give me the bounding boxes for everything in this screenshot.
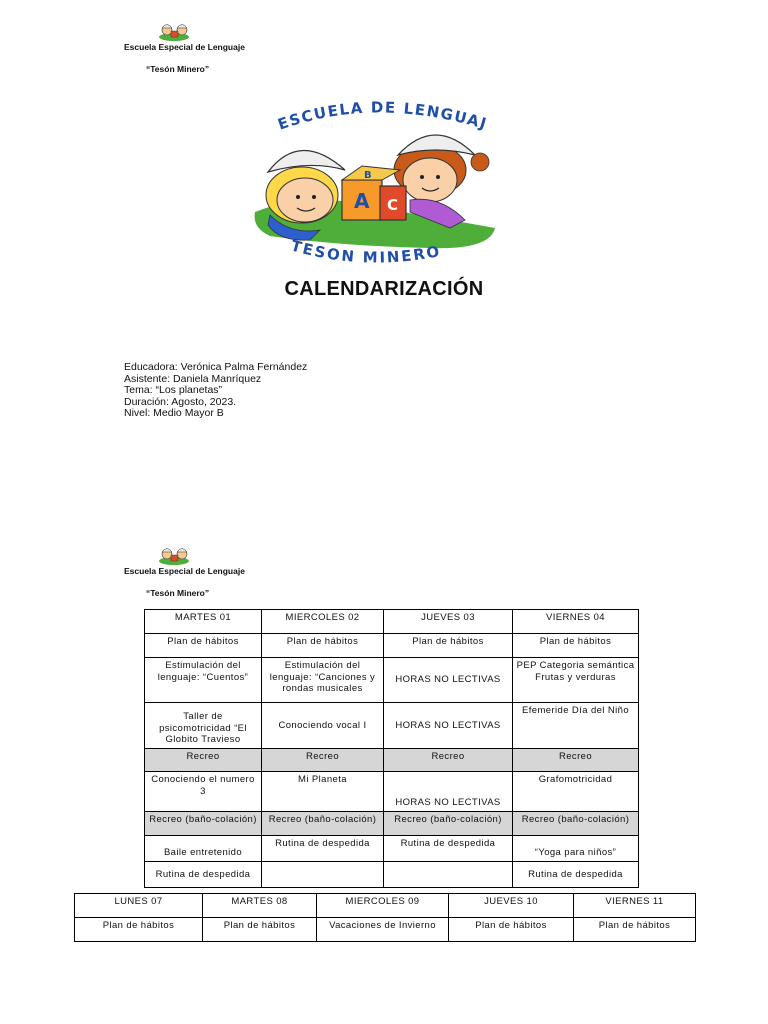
table-cell: Plan de hábitos [574, 918, 696, 942]
schedule-week-1 [144, 609, 639, 888]
table-row [145, 703, 639, 749]
school-subname: “Tesón Minero” [146, 64, 210, 74]
table-cell: Plan de hábitos [203, 918, 317, 942]
table-cell: Estimulación del lenguaje: “Canciones y rondas musicales [262, 658, 384, 703]
table-cell: Recreo [145, 749, 262, 772]
table-row [145, 812, 639, 836]
day-header: JUEVES 03 [384, 610, 513, 634]
table-cell: PEP Categoria semántica Frutas y verduras [513, 658, 639, 703]
day-header: MIERCOLES 02 [262, 610, 384, 634]
table-cell: HORAS NO LECTIVAS [384, 703, 513, 749]
table-cell: HORAS NO LECTIVAS [384, 658, 513, 703]
table-cell: Estimulación del lenguaje: “Cuentos” [145, 658, 262, 703]
table-cell: Recreo [384, 749, 513, 772]
table-cell: Recreo [262, 749, 384, 772]
info-asistente: Asistente: Daniela Manríquez [124, 372, 262, 385]
logo-top-text: ESCUELA DE LENGUAJ [275, 100, 490, 134]
table-row [145, 749, 639, 772]
table-cell: Plan de hábitos [449, 918, 574, 942]
school-logo-small [157, 17, 191, 43]
table-cell: Plan de hábitos [262, 634, 384, 658]
day-header: MIERCOLES 09 [317, 894, 449, 918]
day-header: LUNES 07 [75, 894, 203, 918]
table-cell: Grafomotricidad [513, 772, 639, 812]
table-cell: Taller de psicomotricidad “El Globito Travieso [145, 703, 262, 749]
day-header: VIERNES 04 [513, 610, 639, 634]
table-cell: Recreo (baño-colación) [262, 812, 384, 836]
table-cell: Vacaciones de Invierno [317, 918, 449, 942]
table-cell: Plan de hábitos [384, 634, 513, 658]
schedule-week-2 [74, 893, 696, 942]
info-educadora: Educadora: Verónica Palma Fernández [124, 361, 308, 373]
svg-text:A: A [354, 189, 370, 213]
table-cell: Conociendo vocal I [262, 703, 384, 749]
info-duracion: Duración: Agosto, 2023. [124, 395, 237, 408]
table-cell: Baile entretenido [145, 836, 262, 862]
table-cell: Recreo (baño-colación) [513, 812, 639, 836]
table-cell: Recreo [513, 749, 639, 772]
svg-text:C: C [387, 196, 399, 214]
page-title: CALENDARIZACIÓN [284, 278, 484, 300]
table-row [145, 772, 639, 812]
school-name: Escuela Especial de Lenguaje [124, 42, 245, 52]
table-row [145, 610, 639, 634]
table-cell [384, 862, 513, 888]
school-logo-small-2 [157, 541, 191, 567]
day-header: VIERNES 11 [574, 894, 696, 918]
table-cell: Efemeride Día del Niño [513, 703, 639, 749]
table-cell: Rutina de despedida [145, 862, 262, 888]
table-cell [262, 862, 384, 888]
table-cell: Mi Planeta [262, 772, 384, 812]
table-row [145, 658, 639, 703]
day-header: JUEVES 10 [449, 894, 574, 918]
school-name-2: Escuela Especial de Lenguaje [124, 566, 245, 576]
day-header: MARTES 01 [145, 610, 262, 634]
table-cell: Plan de hábitos [513, 634, 639, 658]
table-cell: “Yoga para niños” [513, 836, 639, 862]
table-cell: Plan de hábitos [75, 918, 203, 942]
table-row [145, 862, 639, 888]
table-row [145, 836, 639, 862]
school-logo-large [250, 100, 500, 276]
table-cell: Conociendo el numero 3 [145, 772, 262, 812]
table-cell: Plan de hábitos [145, 634, 262, 658]
table-row [75, 918, 696, 942]
svg-text:ESCUELA DE LENGUAJE [250, 100, 490, 134]
day-header: MARTES 08 [203, 894, 317, 918]
table-cell: HORAS NO LECTIVAS [384, 772, 513, 812]
table-cell: Rutina de despedida [384, 836, 513, 862]
school-subname-2: “Tesón Minero” [146, 588, 210, 598]
table-cell: Rutina de despedida [262, 836, 384, 862]
table-cell: Recreo (baño-colación) [145, 812, 262, 836]
info-tema: Tema: “Los planetas” [124, 384, 223, 397]
info-nivel: Nivel: Medio Mayor B [124, 407, 224, 420]
table-cell: Recreo (baño-colación) [384, 812, 513, 836]
info-block [124, 362, 307, 420]
table-row [145, 634, 639, 658]
table-cell: Rutina de despedida [513, 862, 639, 888]
logo-bottom-text: TESON MINERO [288, 236, 443, 267]
svg-text:B: B [364, 170, 372, 181]
table-row [75, 894, 696, 918]
